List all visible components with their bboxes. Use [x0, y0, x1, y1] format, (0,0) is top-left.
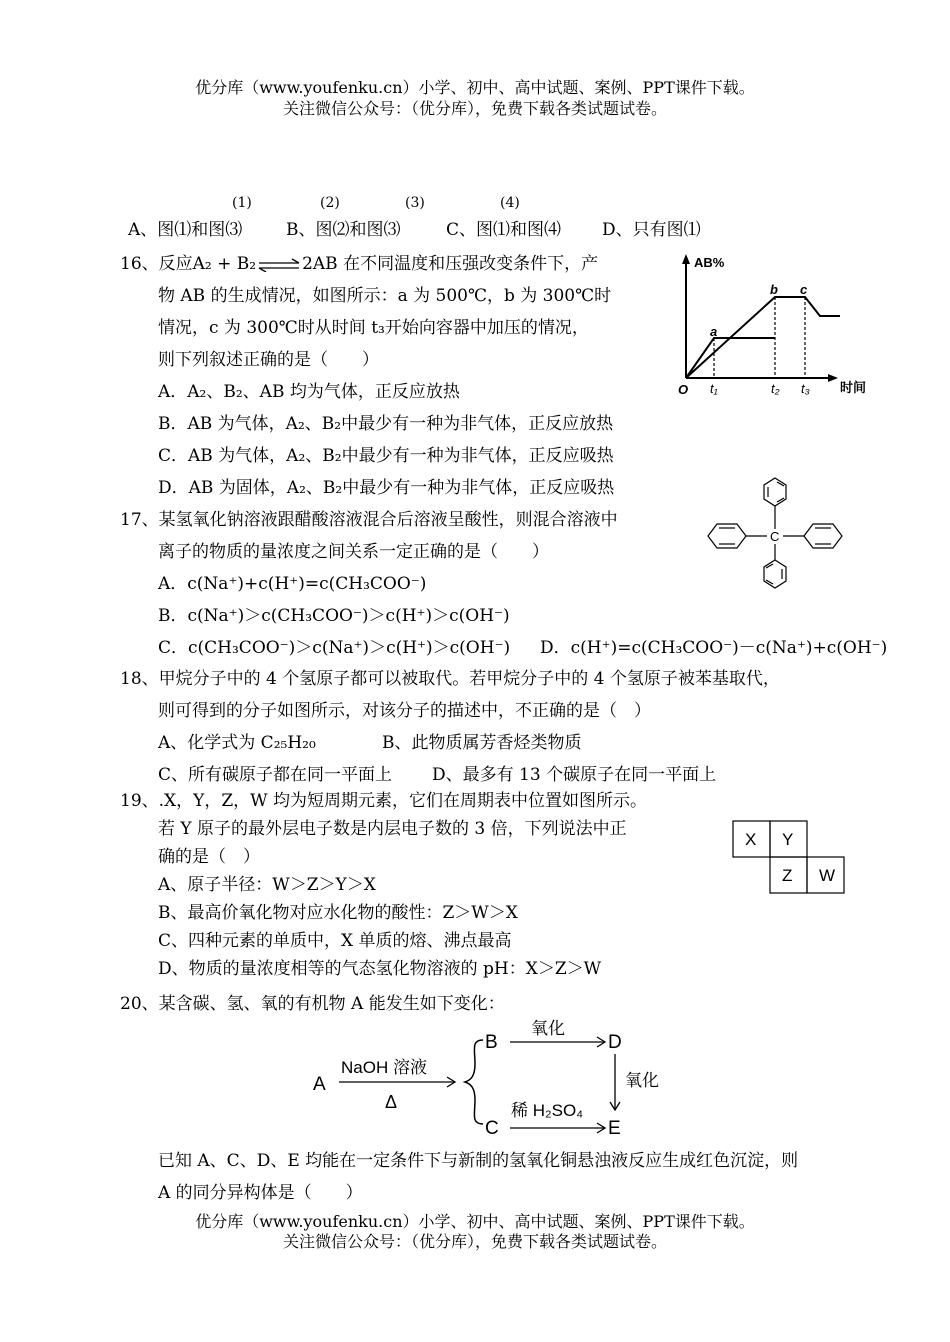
q17-option-c: C．c(CH₃COO⁻)＞c(Na⁺)＞c(H⁺)＞c(OH⁻): [158, 638, 511, 658]
q18-option-c: C、所有碳原子都在同一平面上: [158, 765, 393, 785]
q15-option-d: D、只有图⑴: [602, 220, 701, 240]
tick-t3: t₃: [801, 381, 810, 396]
label-oxidation-1: 氧化: [531, 1019, 565, 1038]
q19-option-c: C、四种元素的单质中，X 单质的熔、沸点最高: [158, 931, 512, 951]
q16-line-2: 物 AB 的生成情况，如图所示：a 为 500℃，b 为 300℃时: [158, 286, 612, 306]
q16-line-3: 情况，c 为 300℃时从时间 t₃开始向容器中加压的情况，: [158, 318, 589, 338]
q16-option-c: C．AB 为气体，A₂、B₂中最少有一种为非气体，正反应吸热: [158, 446, 614, 466]
q20-line-1: 20、某含碳、氢、氧的有机物 A 能发生如下变化：: [120, 994, 505, 1014]
label-acid: 稀 H₂SO₄: [511, 1101, 584, 1120]
q16-line-4: 则下列叙述正确的是（ ）: [158, 350, 379, 370]
q16-number: 16、反应: [120, 254, 193, 274]
footer-line-1: 优分库（www.youfenku.cn）小学、初中、高中试题、案例、PPT课件下载。: [195, 1212, 755, 1231]
q17-option-a: A．c(Na⁺)+c(H⁺)=c(CH₃COO⁻): [158, 574, 427, 594]
point-b-label: b: [770, 282, 778, 297]
central-carbon-label: C: [770, 529, 780, 544]
tetraphenylmethane-structure: [700, 468, 850, 608]
q18-line-1: 18、甲烷分子中的 4 个氢原子都可以被取代。若甲烷分子中的 4 个氢原子被苯基取代，: [120, 669, 780, 689]
q19-option-a: A、原子半径：W＞Z＞Y＞X: [158, 875, 376, 895]
reagent-heat: Δ: [385, 1092, 398, 1112]
q18-line-2: 则可得到的分子如图所示，对该分子的描述中，不正确的是（ ）: [158, 701, 651, 721]
q16-reactants: A₂ + B₂: [192, 254, 257, 274]
fig-label-3: (3): [405, 195, 425, 211]
header-line-2: 关注微信公众号：（优分库），免费下载各类试题试卷。: [282, 99, 667, 118]
cell-z: Z: [782, 866, 793, 885]
node-e: E: [608, 1118, 621, 1139]
label-oxidation-2: 氧化: [625, 1071, 659, 1090]
reaction-scheme: [305, 1018, 685, 1140]
q18-option-d: D、最多有 13 个碳原子在同一平面上: [432, 765, 717, 785]
q18-option-a: A、化学式为 C₂₅H₂₀: [158, 733, 316, 753]
q15-option-c: C、图⑴和图⑷: [446, 220, 562, 240]
tick-t1: t₁: [710, 381, 718, 396]
q17-line-2: 离子的物质的量浓度之间关系一定正确的是（ ）: [158, 542, 549, 562]
q20-line-3: A 的同分异构体是（ ）: [158, 1183, 363, 1203]
q19-line-2: 若 Y 原子的最外层电子数是内层电子数的 3 倍，下列说法中正: [158, 819, 627, 839]
footer-line-2: 关注微信公众号：（优分库），免费下载各类试题试卷。: [282, 1232, 667, 1251]
node-d: D: [608, 1032, 622, 1053]
q19-option-b: B、最高价氧化物对应水化物的酸性：Z＞W＞X: [158, 903, 518, 923]
cell-y: Y: [782, 830, 794, 849]
q17-line-1: 17、某氢氧化钠溶液跟醋酸溶液混合后溶液呈酸性，则混合溶液中: [120, 510, 618, 530]
q20-line-2: 已知 A、C、D、E 均能在一定条件下与新制的氢氧化铜悬浊液反应生成红色沉淀，则: [158, 1151, 799, 1171]
chart-x-label: 时间: [840, 380, 867, 395]
q19-line-1: 19、.X，Y，Z，W 均为短周期元素，它们在周期表中位置如图所示。: [120, 791, 648, 811]
tick-t2: t₂: [771, 381, 780, 396]
fig-label-4: (4): [500, 195, 520, 211]
chart-origin: O: [678, 382, 689, 397]
q16-product: 2AB 在不同温度和压强改变条件下，产: [302, 254, 599, 274]
q16-option-a: A．A₂、B₂、AB 均为气体，正反应放热: [158, 382, 460, 402]
q18-option-b: B、此物质属芳香烃类物质: [382, 733, 582, 753]
cell-w: W: [819, 866, 836, 885]
curve-a: [686, 338, 775, 378]
node-b: B: [485, 1032, 498, 1053]
periodic-table-fragment: [732, 820, 848, 896]
fig-label-1: (1): [232, 195, 252, 211]
q19-option-d: D、物质的量浓度相等的气态氢化物溶液的 pH：X＞Z＞W: [158, 959, 602, 979]
equilibrium-arrow-icon: [257, 258, 301, 272]
q15-option-a: A、图⑴和图⑶: [128, 220, 243, 240]
q15-option-b: B、图⑵和图⑶: [286, 220, 401, 240]
point-c-label: c: [800, 282, 808, 297]
node-c: C: [485, 1118, 499, 1139]
q16-option-b: B．AB 为气体，A₂、B₂中最少有一种为非气体，正反应放热: [158, 414, 614, 434]
brace-icon: [465, 1040, 483, 1124]
q17-option-b: B．c(Na⁺)＞c(CH₃COO⁻)＞c(H⁺)＞c(OH⁻): [158, 606, 510, 626]
node-a: A: [313, 1074, 326, 1095]
ab-percent-chart: [670, 250, 880, 400]
q19-line-3: 确的是（ ）: [158, 847, 260, 867]
q17-option-d: D．c(H⁺)=c(CH₃COO⁻)－c(Na⁺)+c(OH⁻): [540, 638, 888, 658]
reagent-naoh: NaOH 溶液: [341, 1058, 427, 1077]
cell-x: X: [745, 830, 757, 849]
point-a-label: a: [710, 324, 718, 339]
q16-line-1: [120, 253, 598, 275]
chart-y-label: AB%: [694, 255, 725, 270]
fig-label-2: (2): [320, 195, 340, 211]
header-line-1: 优分库（www.youfenku.cn）小学、初中、高中试题、案例、PPT课件下载。: [195, 78, 755, 97]
q16-option-d: D．AB 为固体，A₂、B₂中最少有一种为非气体，正反应吸热: [158, 478, 615, 498]
